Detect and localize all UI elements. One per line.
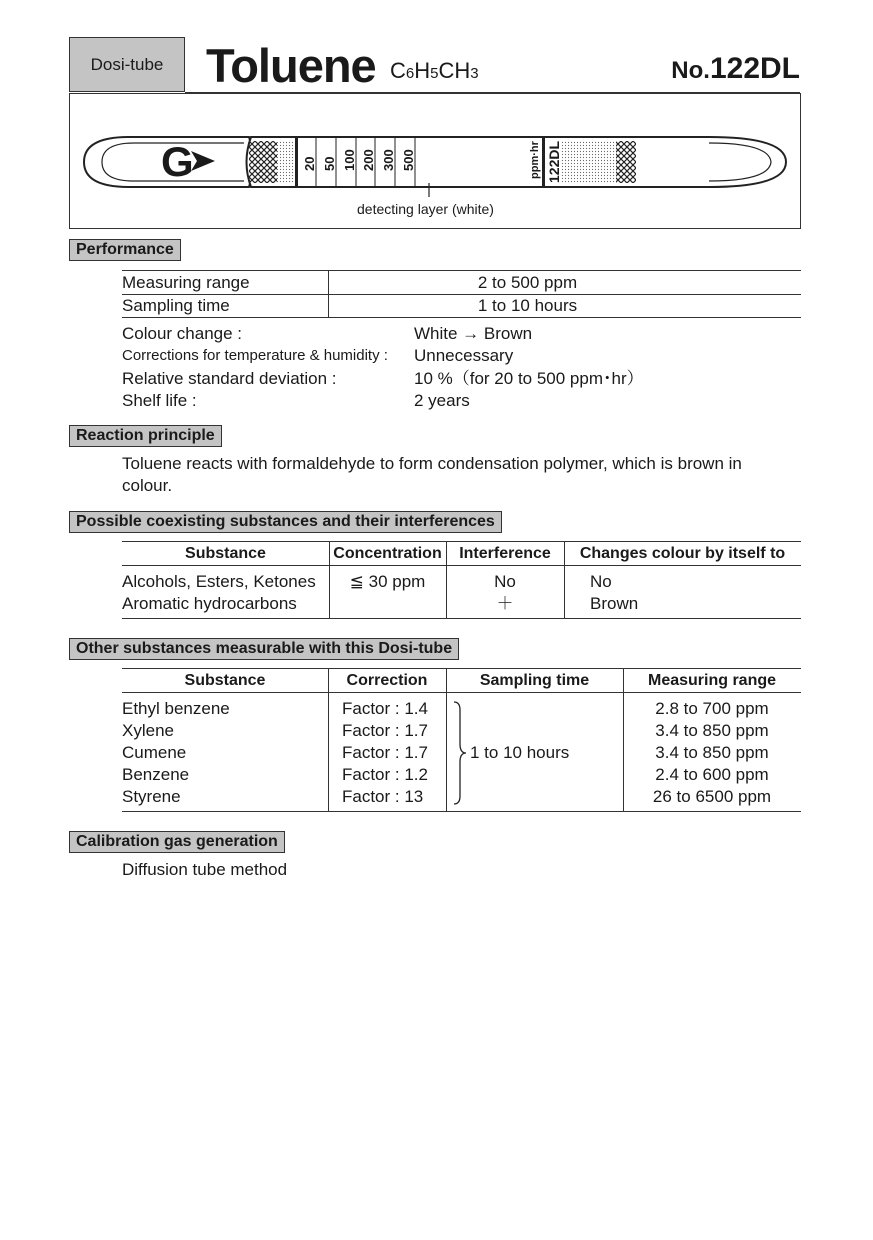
interf-header-concentration: Concentration — [333, 545, 442, 562]
scale-mark-label: 500 — [401, 149, 416, 171]
perf-colour-change-label: Colour change : — [122, 324, 243, 343]
perf-measuring-range-value: 2 to 500 ppm — [477, 273, 578, 292]
product-number-value: 122DL — [709, 52, 800, 85]
others-row-substance: Styrene — [122, 787, 181, 806]
detecting-layer-label: detecting layer (white) — [357, 201, 494, 217]
tube-packing-right — [616, 141, 636, 183]
perf-table-top-rule — [122, 270, 801, 271]
interf-row-1-interference: No — [494, 572, 516, 591]
interf-row-2-substance: Aromatic hydrocarbons — [122, 594, 297, 613]
perf-shelf-life-value: 2 years — [414, 391, 470, 410]
tube-unit-label: ppm·hr — [529, 141, 541, 179]
interf-table-top-rule — [122, 541, 801, 542]
dosi-tube-badge — [69, 37, 185, 92]
scale-mark-label: 300 — [381, 149, 396, 171]
formula-h: H — [414, 58, 431, 83]
others-header-correction: Correction — [346, 672, 428, 689]
others-row-correction: Factor : 1.7 — [342, 721, 428, 740]
page-title: Toluene — [206, 39, 376, 92]
others-row-correction: Factor : 1.7 — [342, 743, 428, 762]
reaction-text-line-2: colour. — [122, 476, 173, 495]
perf-rsd-value: 10 %（for 20 to 500 ppm･hr） — [414, 369, 644, 388]
interf-table-bottom-rule — [122, 618, 801, 619]
section-heading-interferences: Possible coexisting substances and their interferences — [69, 511, 502, 533]
others-row-substance: Ethyl benzene — [122, 699, 230, 718]
others-row-correction: Factor : 1.4 — [342, 699, 428, 718]
formula-rest-sub: 3 — [470, 65, 479, 82]
perf-shelf-life-label: Shelf life : — [122, 391, 197, 410]
others-row-range: 3.4 to 850 ppm — [655, 721, 769, 740]
others-row-substance: Cumene — [122, 743, 187, 762]
tube-filler-right — [562, 141, 616, 183]
reaction-text-line-1: Toluene reacts with formaldehyde to form condensation polymer, which is brown in — [122, 454, 742, 473]
interf-row-1-substance: Alcohols, Esters, Ketones — [122, 572, 316, 591]
formula-rest: CH — [438, 58, 471, 83]
interf-header-changes: Changes colour by itself to — [579, 545, 786, 562]
section-heading-other-substances: Other substances measurable with this Dosi-tube — [69, 638, 459, 660]
interf-table-header-rule — [122, 565, 801, 566]
others-sampling-time-value: 1 to 10 hours — [470, 743, 570, 762]
section-heading-reaction: Reaction principle — [69, 425, 222, 447]
formula-c: C — [390, 58, 406, 83]
logo-letter: G — [161, 138, 194, 185]
perf-table-bottom-rule — [122, 317, 801, 318]
sampling-time-brace-icon — [448, 700, 468, 806]
interf-row-1-changes: No — [590, 572, 612, 591]
product-number-prefix: No. — [671, 57, 710, 84]
tube-code-label: 122DL — [546, 140, 562, 183]
perf-sampling-time-label: Sampling time — [122, 296, 230, 315]
interf-row-2-interference: ＋ — [496, 594, 514, 613]
tube-filler-left — [277, 141, 295, 183]
tube-divider-left — [295, 137, 298, 187]
section-heading-performance: Performance — [69, 239, 181, 261]
scale-mark-label: 200 — [361, 149, 376, 171]
others-header-sampling-time: Sampling time — [479, 672, 590, 689]
scale-mark-label: 50 — [322, 156, 337, 171]
others-row-correction: Factor : 1.2 — [342, 765, 428, 784]
tube-packing-left — [249, 141, 277, 183]
others-row-range: 3.4 to 850 ppm — [655, 743, 769, 762]
chemical-formula — [390, 58, 479, 84]
perf-corrections-value: Unnecessary — [414, 346, 514, 365]
others-row-correction: Factor : 13 — [342, 787, 424, 806]
others-row-range: 26 to 6500 ppm — [652, 787, 772, 806]
perf-rsd-label: Relative standard deviation : — [122, 369, 337, 388]
perf-sampling-time-value: 1 to 10 hours — [477, 296, 578, 315]
tube-divider-right — [542, 137, 545, 187]
others-row-substance: Xylene — [122, 721, 174, 740]
others-table-header-rule — [122, 692, 801, 693]
formula-c-sub: 6 — [405, 65, 415, 82]
others-row-range: 2.8 to 700 ppm — [655, 699, 769, 718]
others-row-substance: Benzene — [122, 765, 190, 784]
formula-h-sub: 5 — [430, 65, 439, 82]
scale-mark-label: 20 — [302, 156, 317, 171]
others-header-measuring-range: Measuring range — [647, 672, 777, 689]
perf-measuring-range-label: Measuring range — [122, 273, 250, 292]
others-table-bottom-rule — [122, 811, 801, 812]
others-row-range: 2.4 to 600 ppm — [655, 765, 769, 784]
badge-label: Dosi-tube — [90, 54, 164, 74]
calibration-method: Diffusion tube method — [122, 860, 288, 879]
interf-header-interference: Interference — [459, 545, 551, 562]
interf-row-2-changes: Brown — [590, 594, 639, 613]
others-header-substance: Substance — [184, 672, 266, 689]
product-number — [671, 52, 800, 86]
interf-header-substance: Substance — [185, 545, 266, 562]
perf-colour-change-value: White → Brown — [414, 324, 533, 343]
section-heading-calibration: Calibration gas generation — [69, 831, 285, 853]
others-table-top-rule — [122, 668, 801, 669]
interf-row-1-concentration: ≦ 30 ppm — [349, 572, 426, 591]
scale-mark-label: 100 — [342, 149, 357, 171]
perf-corrections-label: Corrections for temperature & humidity : — [122, 347, 388, 364]
